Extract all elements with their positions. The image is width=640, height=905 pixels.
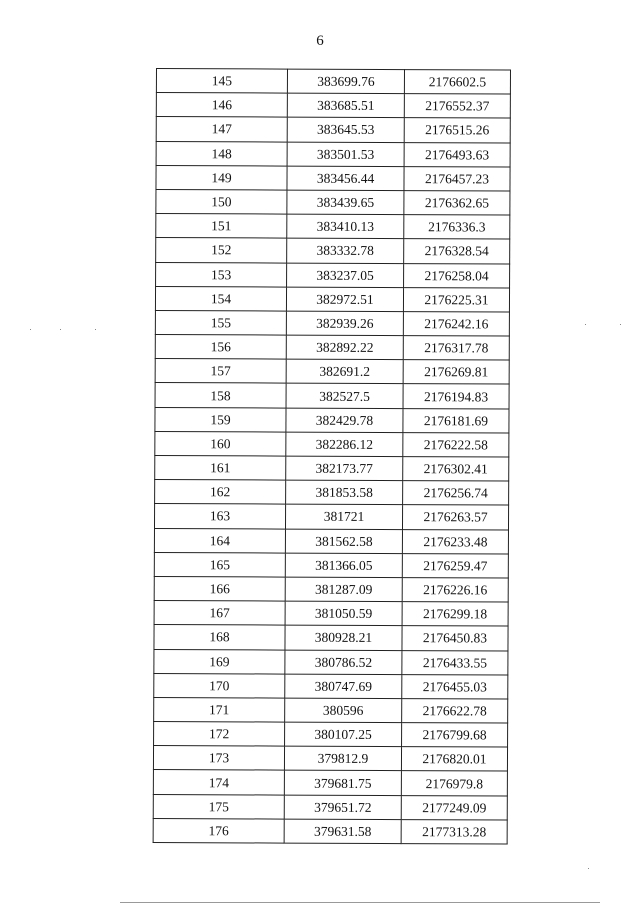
point-number-cell: 171 [154, 697, 285, 722]
table-row [154, 504, 508, 530]
x-coordinate-cell: 382892.22 [286, 335, 403, 360]
table-row [154, 552, 508, 578]
x-coordinate-cell: 383685.51 [287, 93, 404, 118]
point-number-cell: 146 [156, 93, 287, 118]
x-coordinate-cell: 379631.58 [284, 819, 401, 844]
point-number-cell: 145 [156, 69, 287, 94]
x-coordinate-cell: 382429.78 [286, 408, 403, 433]
y-coordinate-cell: 2176552.37 [404, 94, 510, 119]
x-coordinate-cell: 382939.26 [286, 311, 403, 336]
table-row [154, 528, 508, 554]
y-coordinate-cell: 2176263.57 [402, 505, 508, 530]
y-coordinate-cell: 2176515.26 [404, 118, 510, 143]
y-coordinate-cell: 2176433.55 [402, 650, 508, 675]
x-coordinate-cell: 383456.44 [287, 166, 404, 191]
point-number-cell: 149 [156, 165, 287, 190]
y-coordinate-cell: 2176225.31 [403, 287, 509, 312]
table-row [155, 359, 509, 385]
point-number-cell: 175 [153, 794, 284, 819]
table-row [153, 818, 507, 844]
y-coordinate-cell: 2176242.16 [403, 311, 509, 336]
table-row [154, 576, 508, 602]
y-coordinate-cell: 2176226.16 [402, 578, 508, 603]
table-row [156, 69, 510, 95]
table-row [156, 238, 510, 264]
x-coordinate-cell: 381721 [285, 504, 402, 529]
y-coordinate-cell: 2176233.48 [402, 529, 508, 554]
table-row [155, 383, 509, 409]
point-number-cell: 156 [155, 335, 286, 360]
y-coordinate-cell: 2176820.01 [401, 747, 507, 772]
x-coordinate-cell: 379651.72 [284, 795, 401, 820]
x-coordinate-cell: 379681.75 [284, 771, 401, 796]
x-coordinate-cell: 383237.05 [287, 263, 404, 288]
table-row [153, 770, 507, 796]
x-coordinate-cell: 383501.53 [287, 142, 404, 167]
point-number-cell: 157 [155, 359, 286, 384]
table-row [153, 794, 507, 820]
y-coordinate-cell: 2176222.58 [403, 432, 509, 457]
table-row [156, 214, 510, 240]
table-row [156, 165, 510, 191]
point-number-cell: 155 [155, 310, 286, 335]
point-number-cell: 167 [154, 601, 285, 626]
table-row [154, 673, 508, 699]
page-bottom-edge [120, 902, 600, 903]
table-row [155, 431, 509, 457]
x-coordinate-cell: 383332.78 [287, 238, 404, 263]
table-row [155, 286, 509, 312]
y-coordinate-cell: 2177249.09 [401, 795, 507, 820]
x-coordinate-cell: 383645.53 [287, 117, 404, 142]
point-number-cell: 166 [154, 576, 285, 601]
point-number-cell: 169 [154, 649, 285, 674]
point-number-cell: 150 [156, 189, 287, 214]
point-number-cell: 159 [155, 407, 286, 432]
x-coordinate-cell: 381562.58 [285, 529, 402, 554]
point-number-cell: 147 [156, 117, 287, 142]
point-number-cell: 176 [153, 818, 284, 843]
x-coordinate-cell: 382286.12 [286, 432, 403, 457]
table-row [154, 601, 508, 627]
x-coordinate-cell: 380928.21 [285, 625, 402, 650]
scan-speck [30, 329, 31, 330]
x-coordinate-cell: 382691.2 [286, 359, 403, 384]
x-coordinate-cell: 380596 [285, 698, 402, 723]
table-row [154, 722, 508, 748]
table-row [156, 141, 510, 167]
y-coordinate-cell: 2177313.28 [401, 819, 507, 844]
scan-speck [585, 324, 586, 325]
scan-speck [620, 324, 621, 325]
x-coordinate-cell: 383410.13 [287, 214, 404, 239]
point-number-cell: 162 [155, 480, 286, 505]
y-coordinate-cell: 2176622.78 [402, 698, 508, 723]
point-number-cell: 170 [154, 673, 285, 698]
y-coordinate-cell: 2176799.68 [402, 723, 508, 748]
y-coordinate-cell: 2176317.78 [403, 336, 509, 361]
point-number-cell: 174 [153, 770, 284, 795]
x-coordinate-cell: 380747.69 [285, 674, 402, 699]
y-coordinate-cell: 2176258.04 [404, 263, 510, 288]
table-row [156, 189, 510, 215]
y-coordinate-cell: 2176493.63 [404, 142, 510, 167]
y-coordinate-cell: 2176269.81 [403, 360, 509, 385]
page-number: 6 [316, 33, 324, 49]
table-row [156, 262, 510, 288]
scan-speck [60, 329, 61, 330]
x-coordinate-cell: 382972.51 [286, 287, 403, 312]
table-row [154, 697, 508, 723]
y-coordinate-cell: 2176336.3 [404, 215, 510, 240]
x-coordinate-cell: 381366.05 [285, 553, 402, 578]
y-coordinate-cell: 2176362.65 [404, 191, 510, 216]
x-coordinate-cell: 382527.5 [286, 384, 403, 409]
y-coordinate-cell: 2176256.74 [403, 481, 509, 506]
point-number-cell: 151 [156, 214, 287, 239]
point-number-cell: 161 [155, 455, 286, 480]
y-coordinate-cell: 2176979.8 [401, 771, 507, 796]
x-coordinate-cell: 382173.77 [286, 456, 403, 481]
scan-speck [588, 868, 589, 869]
table-row [155, 310, 509, 336]
table-row [155, 455, 509, 481]
y-coordinate-cell: 2176181.69 [403, 408, 509, 433]
y-coordinate-cell: 2176302.41 [403, 457, 509, 482]
table-row [154, 625, 508, 651]
point-number-cell: 152 [156, 238, 287, 263]
table-row [155, 480, 509, 506]
point-number-cell: 163 [154, 504, 285, 529]
y-coordinate-cell: 2176602.5 [404, 70, 510, 95]
y-coordinate-cell: 2176457.23 [404, 166, 510, 191]
point-number-cell: 154 [155, 286, 286, 311]
point-number-cell: 172 [154, 722, 285, 747]
y-coordinate-cell: 2176299.18 [402, 602, 508, 627]
y-coordinate-cell: 2176259.47 [402, 553, 508, 578]
coordinate-table [153, 68, 511, 845]
point-number-cell: 165 [154, 552, 285, 577]
x-coordinate-cell: 379812.9 [284, 746, 401, 771]
y-coordinate-cell: 2176450.83 [402, 626, 508, 651]
x-coordinate-cell: 381287.09 [285, 577, 402, 602]
y-coordinate-cell: 2176194.83 [403, 384, 509, 409]
table-row [155, 407, 509, 433]
table-row [155, 335, 509, 361]
point-number-cell: 164 [154, 528, 285, 553]
point-number-cell: 168 [154, 625, 285, 650]
x-coordinate-cell: 380786.52 [285, 650, 402, 675]
table-row [153, 746, 507, 772]
point-number-cell: 153 [156, 262, 287, 287]
point-number-cell: 158 [155, 383, 286, 408]
x-coordinate-cell: 383699.76 [287, 69, 404, 94]
y-coordinate-cell: 2176328.54 [404, 239, 510, 264]
table-body [153, 69, 510, 845]
table-row [156, 117, 510, 143]
point-number-cell: 173 [153, 746, 284, 771]
table-row [156, 93, 510, 119]
x-coordinate-cell: 380107.25 [285, 722, 402, 747]
x-coordinate-cell: 381853.58 [286, 480, 403, 505]
point-number-cell: 160 [155, 431, 286, 456]
y-coordinate-cell: 2176455.03 [402, 674, 508, 699]
scan-speck [95, 329, 96, 330]
x-coordinate-cell: 381050.59 [285, 601, 402, 626]
table-row [154, 649, 508, 675]
point-number-cell: 148 [156, 141, 287, 166]
x-coordinate-cell: 383439.65 [287, 190, 404, 215]
